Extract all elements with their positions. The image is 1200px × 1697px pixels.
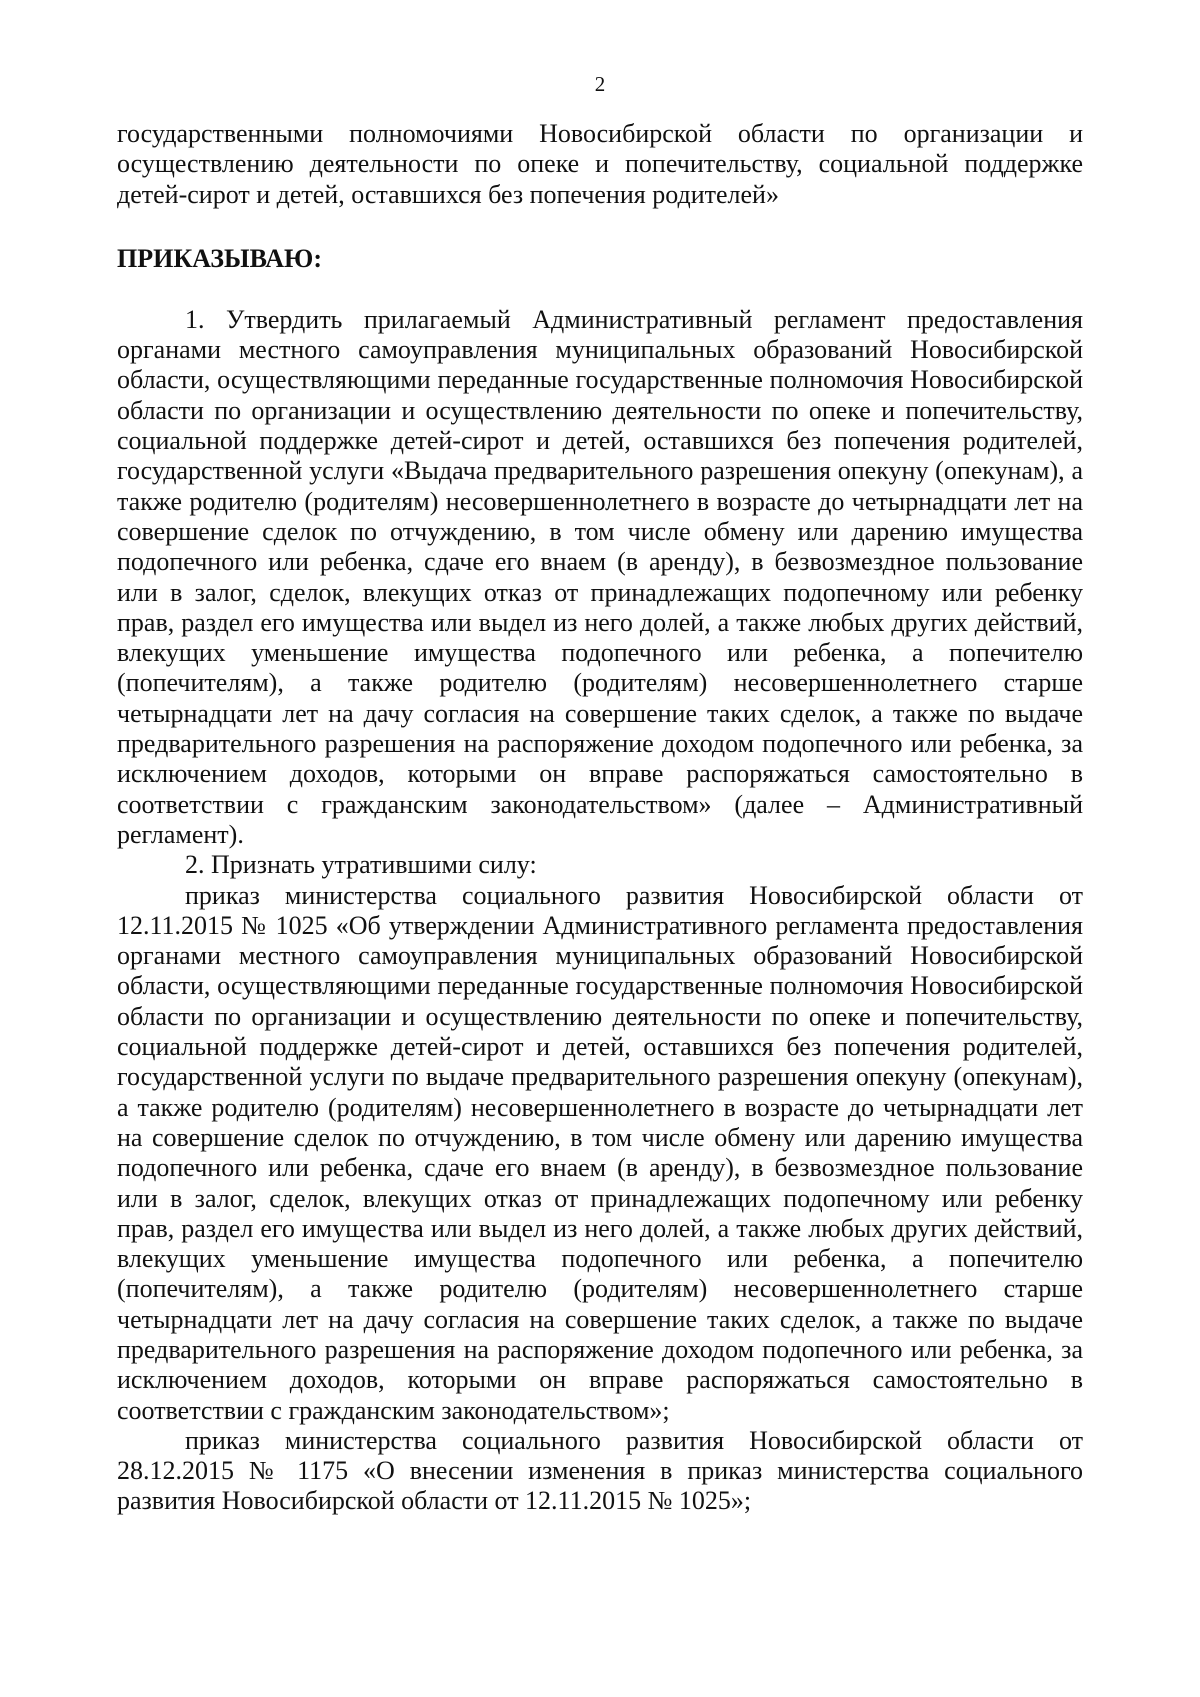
paragraph-repealed-order-1025: приказ министерства социального развития Новосибирской области от 12.11.2015 № 1025 «Об утверждении Административного регламента предоставления органами местного самоуправления муниципальных образований Новосибирской области, осуществляющими переданные государственные полномочия Новосибирской области по организации и осуществлению деятельности по опеке и попечительству, социальной поддержке детей-сирот и детей, оставшихся без попечения родителей, государственной услуги по выдаче предварительного разрешения опекуну (опекунам), а также родителю (родителям) несовершеннолетнего в возрасте до четырнадцати лет на совершение сделок по отчуждению, в том числе обмену или дарению имущества подопечного или ребенка, сдаче его внаем (в аренду), в безвозмездное пользование или в залог, сделок, влекущих отказ от принадлежащих подопечному или ребенку прав, раздел его имущества или выдел из него долей, а также любых других действий, влекущих уменьшение имущества подопечного или ребенка, а попечителю (попечителям), а также родителю (родителям) несовершеннолетнего старше четырнадцати лет на дачу согласия на совершение таких сделок, а также по выдаче предварительного разрешения на распоряжение доходом подопечного или ребенка, за исключением доходов, которыми он вправе распоряжаться самостоятельно в соответствии с гражданским законодательством»;	[117, 880, 1083, 1425]
paragraph-repeal-header: 2. Признать утратившими силу:	[185, 850, 537, 880]
paragraph-approve-regulation: 1. Утвердить прилагаемый Административный регламент предоставления органами местного самоуправления муниципальных образований Новосибирской области, осуществляющими переданные государственные полномочия Новосибирской области по организации и осуществлению деятельности по опеке и попечительству, социальной поддержке детей-сирот и детей, оставшихся без попечения родителей, государственной услуги «Выдача предварительного разрешения опекуну (опекунам), а также родителю (родителям) несовершеннолетнего в возрасте до четырнадцати лет на совершение сделок по отчуждению, в том числе обмену или дарению имущества подопечного или ребенка, сдаче его внаем (в аренду), в безвозмездное пользование или в залог, сделок, влекущих отказ от принадлежащих подопечному или ребенку прав, раздел его имущества или выдел из него долей, а также любых других действий, влекущих уменьшение имущества подопечного или ребенка, а попечителю (попечителям), а также родителю (родителям) несовершеннолетнего старше четырнадцати лет на дачу согласия на совершение таких сделок, а также по выдаче предварительного разрешения на распоряжение доходом подопечного или ребенка, за исключением доходов, которыми он вправе распоряжаться самостоятельно в соответствии с гражданским законодательством» (далее – Административный регламент).	[117, 304, 1083, 849]
paragraph-repealed-order-1175: приказ министерства социального развития Новосибирской области от 28.12.2015 № 1175 «О внесении изменения в приказ министерства социального развития Новосибирской области от 12.11.2015 № 1025»;	[117, 1425, 1083, 1516]
order-heading: ПРИКАЗЫВАЮ:	[117, 243, 322, 273]
document-body	[117, 119, 1083, 1517]
page-number: 2	[594, 72, 606, 96]
intro-paragraph: государственными полномочиями Новосибирской области по организации и осуществлению деятельности по опеке и попечительству, социальной поддержке детей-сирот и детей, оставшихся без попечения родителей»	[117, 119, 1083, 209]
